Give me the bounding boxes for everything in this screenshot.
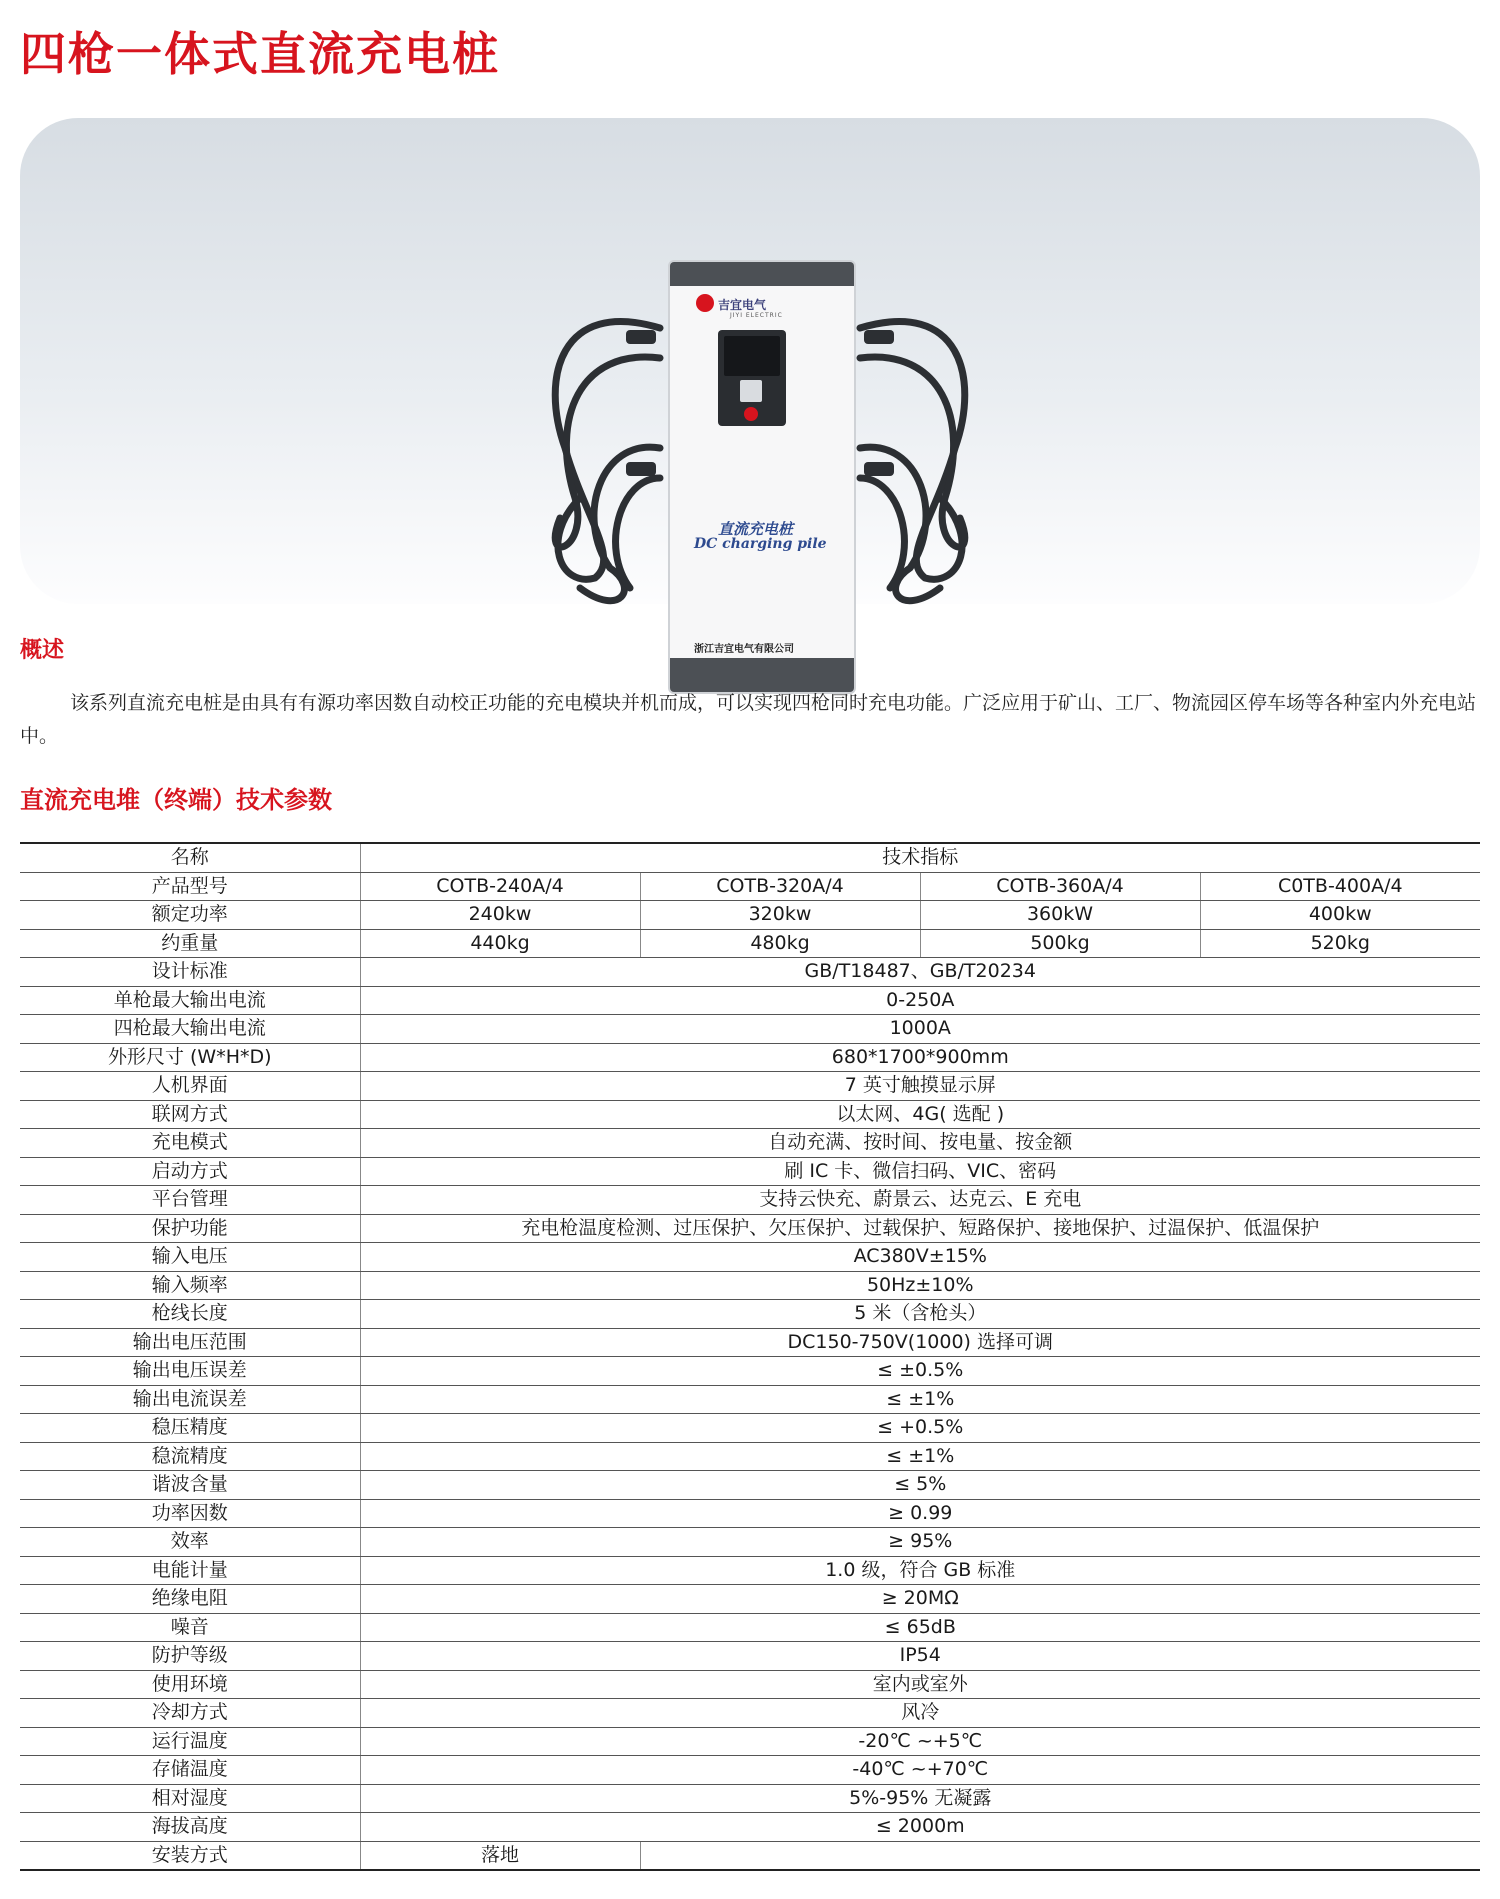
table-row: [20, 1499, 1480, 1528]
row-label: 绝缘电阻: [20, 1585, 360, 1614]
table-row: [20, 1756, 1480, 1785]
table-row: [20, 1813, 1480, 1842]
charging-pile-body: [668, 260, 856, 694]
row-label: 平台管理: [20, 1186, 360, 1215]
weight-cell: 440kg: [360, 929, 640, 958]
row-value: ≤ 2000m: [360, 1813, 1480, 1842]
row-value: 7 英寸触摸显示屏: [360, 1072, 1480, 1101]
table-row: [20, 1442, 1480, 1471]
weight-cell: 480kg: [640, 929, 920, 958]
pile-label-cn: 直流充电桩: [718, 520, 794, 538]
row-label: 输出电压误差: [20, 1357, 360, 1386]
table-row: [20, 986, 1480, 1015]
row-label: 谐波含量: [20, 1471, 360, 1500]
row-label: 启动方式: [20, 1157, 360, 1186]
power-cell: 320kw: [640, 901, 920, 930]
row-value: ≤ 5%: [360, 1471, 1480, 1500]
brand-logo-icon: [696, 294, 714, 312]
weight-cell: 500kg: [920, 929, 1200, 958]
power-row: [20, 901, 1480, 930]
row-value: 充电枪温度检测、过压保护、欠压保护、过载保护、短路保护、接地保护、过温保护、低温保护: [360, 1214, 1480, 1243]
row-label: 输出电压范围: [20, 1328, 360, 1357]
power-cell: 240kw: [360, 901, 640, 930]
row-value: 1000A: [360, 1015, 1480, 1044]
row-value: DC150-750V(1000) 选择可调: [360, 1328, 1480, 1357]
row-value: 50Hz±10%: [360, 1271, 1480, 1300]
model-cell: COTB-240A/4: [360, 872, 640, 901]
row-value: ≥ 95%: [360, 1528, 1480, 1557]
overview-text: 该系列直流充电桩是由具有有源功率因数自动校正功能的充电模块并机而成，可以实现四枪同时充电功能。广泛应用于矿山、工厂、物流园区停车场等各种室内外充电站中。: [20, 692, 1477, 747]
row-label: 保护功能: [20, 1214, 360, 1243]
row-value: 0-250A: [360, 986, 1480, 1015]
connector-right-1: [864, 330, 894, 344]
model-row: [20, 872, 1480, 901]
row-value: GB/T18487、GB/T20234: [360, 958, 1480, 987]
row-label: 运行温度: [20, 1727, 360, 1756]
connector-left-1: [626, 330, 656, 344]
row-label: 四枪最大输出电流: [20, 1015, 360, 1044]
row-label: 输入电压: [20, 1243, 360, 1272]
table-row: [20, 1271, 1480, 1300]
row-label: 人机界面: [20, 1072, 360, 1101]
row-value: 5%-95% 无凝露: [360, 1784, 1480, 1813]
row-value: 支持云快充、蔚景云、达克云、E 充电: [360, 1186, 1480, 1215]
model-cell: C0TB-400A/4: [1200, 872, 1480, 901]
row-value: ≤ 65dB: [360, 1613, 1480, 1642]
spec-table: [20, 842, 1480, 1871]
header-name: 名称: [20, 843, 360, 872]
row-label: 存储温度: [20, 1756, 360, 1785]
row-label: 稳压精度: [20, 1414, 360, 1443]
table-row: [20, 1585, 1480, 1614]
row-value: ≤ ±1%: [360, 1385, 1480, 1414]
table-row: [20, 1157, 1480, 1186]
pile-label-en: DC charging pile: [694, 536, 827, 552]
table-row: [20, 1471, 1480, 1500]
table-row: [20, 1613, 1480, 1642]
row-label: 安装方式: [20, 1841, 360, 1870]
table-row: [20, 1727, 1480, 1756]
row-value: -20℃ ~+5℃: [360, 1727, 1480, 1756]
row-label: 充电模式: [20, 1129, 360, 1158]
row-label: 稳流精度: [20, 1442, 360, 1471]
row-label: 额定功率: [20, 901, 360, 930]
page-title: 四枪一体式直流充电桩: [20, 27, 500, 81]
row-label: 枪线长度: [20, 1300, 360, 1329]
row-label: 海拔高度: [20, 1813, 360, 1842]
header-spec: 技术指标: [360, 843, 1480, 872]
table-row: [20, 1100, 1480, 1129]
table-row: [20, 1414, 1480, 1443]
row-value: 5 米（含枪头）: [360, 1300, 1480, 1329]
table-row: [20, 1699, 1480, 1728]
row-value: 680*1700*900mm: [360, 1043, 1480, 1072]
row-label: 外形尺寸 (W*H*D): [20, 1043, 360, 1072]
row-value: ≥ 0.99: [360, 1499, 1480, 1528]
row-label: 约重量: [20, 929, 360, 958]
connector-right-2: [864, 462, 894, 476]
row-label: 使用环境: [20, 1670, 360, 1699]
row-value: IP54: [360, 1642, 1480, 1671]
weight-row: [20, 929, 1480, 958]
pile-top-cap: [670, 262, 854, 286]
table-header-row: [20, 843, 1480, 872]
install-row: [20, 1841, 1480, 1870]
row-label: 产品型号: [20, 872, 360, 901]
table-row: [20, 958, 1480, 987]
table-row: [20, 1015, 1480, 1044]
row-value: 刷 IC 卡、微信扫码、VIC、密码: [360, 1157, 1480, 1186]
weight-cell: 520kg: [1200, 929, 1480, 958]
table-row: [20, 1186, 1480, 1215]
table-row: [20, 1300, 1480, 1329]
table-row: [20, 1670, 1480, 1699]
table-row: [20, 1528, 1480, 1557]
row-label: 输入频率: [20, 1271, 360, 1300]
brand-name: 吉宜电气: [718, 298, 767, 312]
row-value: ≤ ±1%: [360, 1442, 1480, 1471]
row-label: 联网方式: [20, 1100, 360, 1129]
overview-heading: 概述: [20, 638, 65, 663]
row-value: ≤ ±0.5%: [360, 1357, 1480, 1386]
brand-name-en: JIYI ELECTRIC: [730, 312, 783, 319]
row-value: -40℃ ~+70℃: [360, 1756, 1480, 1785]
row-label: 效率: [20, 1528, 360, 1557]
row-value: 风冷: [360, 1699, 1480, 1728]
row-value: 1.0 级，符合 GB 标准: [360, 1556, 1480, 1585]
table-row: [20, 1556, 1480, 1585]
row-label: 设计标准: [20, 958, 360, 987]
table-row: [20, 1043, 1480, 1072]
connector-left-2: [626, 462, 656, 476]
row-value: ≥ 20MΩ: [360, 1585, 1480, 1614]
row-value: 室内或室外: [360, 1670, 1480, 1699]
power-cell: 400kw: [1200, 901, 1480, 930]
pile-company: 浙江吉宜电气有限公司: [694, 644, 794, 655]
row-label: 噪音: [20, 1613, 360, 1642]
card-reader-icon: [740, 380, 762, 402]
row-value: 落地: [360, 1841, 640, 1870]
row-value: 自动充满、按时间、按电量、按金额: [360, 1129, 1480, 1158]
emergency-stop-icon: [744, 407, 758, 421]
row-label: 功率因数: [20, 1499, 360, 1528]
touch-screen: [724, 336, 780, 376]
table-row: [20, 1243, 1480, 1272]
row-label: 输出电流误差: [20, 1385, 360, 1414]
row-label: 相对湿度: [20, 1784, 360, 1813]
row-label: 冷却方式: [20, 1699, 360, 1728]
table-row: [20, 1385, 1480, 1414]
table-row: [20, 1214, 1480, 1243]
model-cell: COTB-360A/4: [920, 872, 1200, 901]
table-row: [20, 1328, 1480, 1357]
table-row: [20, 1072, 1480, 1101]
table-row: [20, 1784, 1480, 1813]
row-label: 单枪最大输出电流: [20, 986, 360, 1015]
row-label: 电能计量: [20, 1556, 360, 1585]
model-cell: COTB-320A/4: [640, 872, 920, 901]
row-value: AC380V±15%: [360, 1243, 1480, 1272]
row-value: 以太网、4G( 选配 ): [360, 1100, 1480, 1129]
row-value: ≤ +0.5%: [360, 1414, 1480, 1443]
row-label: 防护等级: [20, 1642, 360, 1671]
table-row: [20, 1642, 1480, 1671]
params-heading: 直流充电堆（终端）技术参数: [20, 786, 332, 814]
empty-cell: [640, 1841, 1480, 1870]
power-cell: 360kW: [920, 901, 1200, 930]
table-row: [20, 1129, 1480, 1158]
table-row: [20, 1357, 1480, 1386]
